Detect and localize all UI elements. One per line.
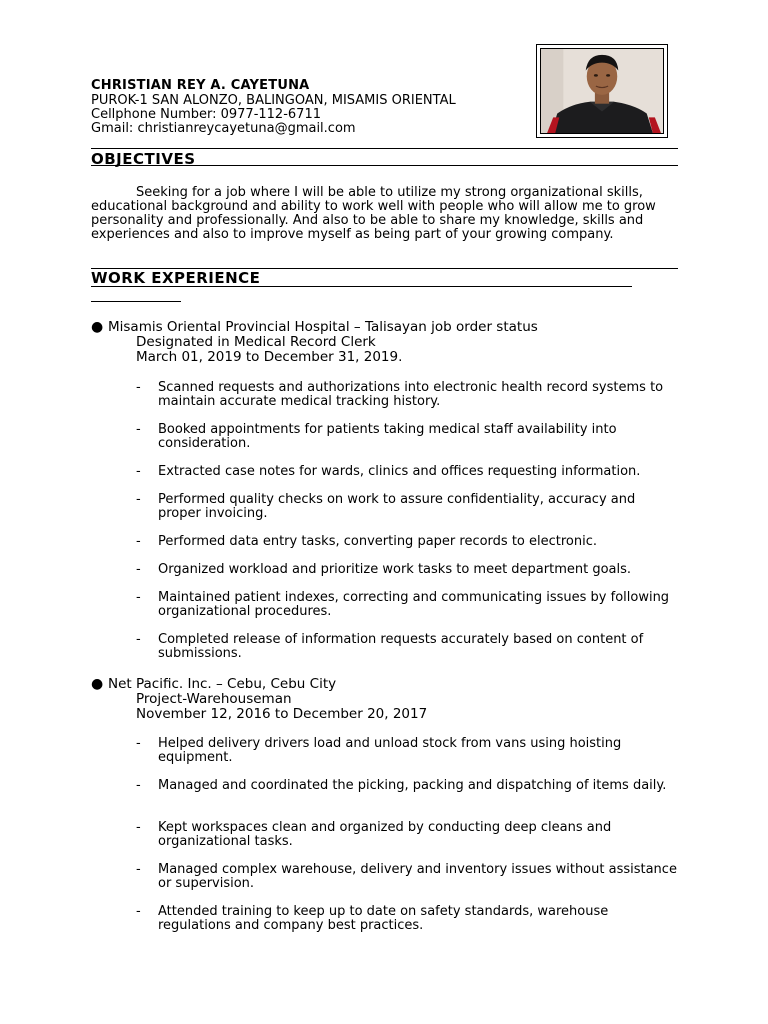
dash-icon: -: [136, 904, 141, 919]
dash-icon: -: [136, 562, 141, 577]
bullet-icon: ●: [91, 319, 104, 335]
cellphone-line: Cellphone Number: 0977-112-6711: [91, 107, 321, 122]
job-1-task: - Maintained patient indexes, correcting and communicating issues by following organizational procedures.: [136, 590, 670, 619]
job-2-task: - Managed and coordinated the picking, packing and dispatching of items daily.: [136, 778, 667, 793]
dash-icon: -: [136, 632, 141, 647]
job-1-task: - Performed data entry tasks, converting paper records to electronic.: [136, 534, 597, 549]
objectives-heading: OBJECTIVES: [91, 150, 196, 168]
objectives-underline: [91, 165, 678, 166]
job-1-task: - Extracted case notes for wards, clinics and offices requesting information.: [136, 464, 641, 479]
job-1-dates: March 01, 2019 to December 31, 2019.: [136, 349, 403, 365]
dash-icon: -: [136, 778, 141, 793]
dash-icon: -: [136, 534, 141, 549]
portrait-image: [541, 49, 663, 133]
dash-icon: -: [136, 422, 141, 437]
dash-icon: -: [136, 736, 141, 751]
bullet-icon: ●: [91, 676, 104, 692]
job-2-task: - Managed complex warehouse, delivery and inventory issues without assistance or supervision.: [136, 862, 677, 891]
dash-icon: -: [136, 820, 141, 835]
dash-icon: -: [136, 590, 141, 605]
work-underline: [91, 286, 632, 287]
job-1-task: - Performed quality checks on work to assure confidentiality, accuracy and proper invoicing.: [136, 492, 636, 521]
job-1-task: - Scanned requests and authorizations into electronic health record systems to maintain accurate medical tracking history.: [136, 380, 664, 409]
job-2-company: ● Net Pacific. Inc. – Cebu, Cebu City: [91, 676, 337, 692]
objectives-paragraph: [91, 186, 681, 242]
job-1-position: Designated in Medical Record Clerk: [136, 334, 376, 350]
dash-icon: -: [136, 492, 141, 507]
job-1-task: - Booked appointments for patients taking medical staff availability into consideration.: [136, 422, 617, 451]
email-line: Gmail: christianreycayetuna@gmail.com: [91, 121, 356, 136]
job-1-task: - Completed release of information requests accurately based on content of submissions.: [136, 632, 644, 661]
job-1-company: ● Misamis Oriental Provincial Hospital – Talisayan job order status: [91, 319, 538, 335]
dash-icon: -: [136, 380, 141, 395]
objectives-text: Seeking for a job where I will be able to utilize my strong organizational skills, educational background and ability to work well with people who will allow me to grow personality and professionally. And also to be able to share my knowledge, skills and experiences and also to improve myself as being part of your growing company.: [91, 185, 656, 242]
work-underline-short: [91, 301, 181, 302]
job-2-task: - Kept workspaces clean and organized by conducting deep cleans and organizational tasks.: [136, 820, 612, 849]
applicant-name: CHRISTIAN REY A. CAYETUNA: [91, 78, 310, 93]
profile-photo: [536, 44, 668, 138]
address-line: PUROK-1 SAN ALONZO, BALINGOAN, MISAMIS ORIENTAL: [91, 93, 456, 108]
top-rule: [91, 148, 678, 149]
job-2-position: Project-Warehouseman: [136, 691, 292, 707]
dash-icon: -: [136, 464, 141, 479]
job-1-task: - Organized workload and prioritize work tasks to meet department goals.: [136, 562, 632, 577]
job-2-dates: November 12, 2016 to December 20, 2017: [136, 706, 428, 722]
job-2-task: - Attended training to keep up to date on safety standards, warehouse regulations and company best practices.: [136, 904, 609, 933]
dash-icon: -: [136, 862, 141, 877]
work-experience-heading: WORK EXPERIENCE: [91, 269, 261, 287]
job-2-task: - Helped delivery drivers load and unload stock from vans using hoisting equipment.: [136, 736, 622, 765]
